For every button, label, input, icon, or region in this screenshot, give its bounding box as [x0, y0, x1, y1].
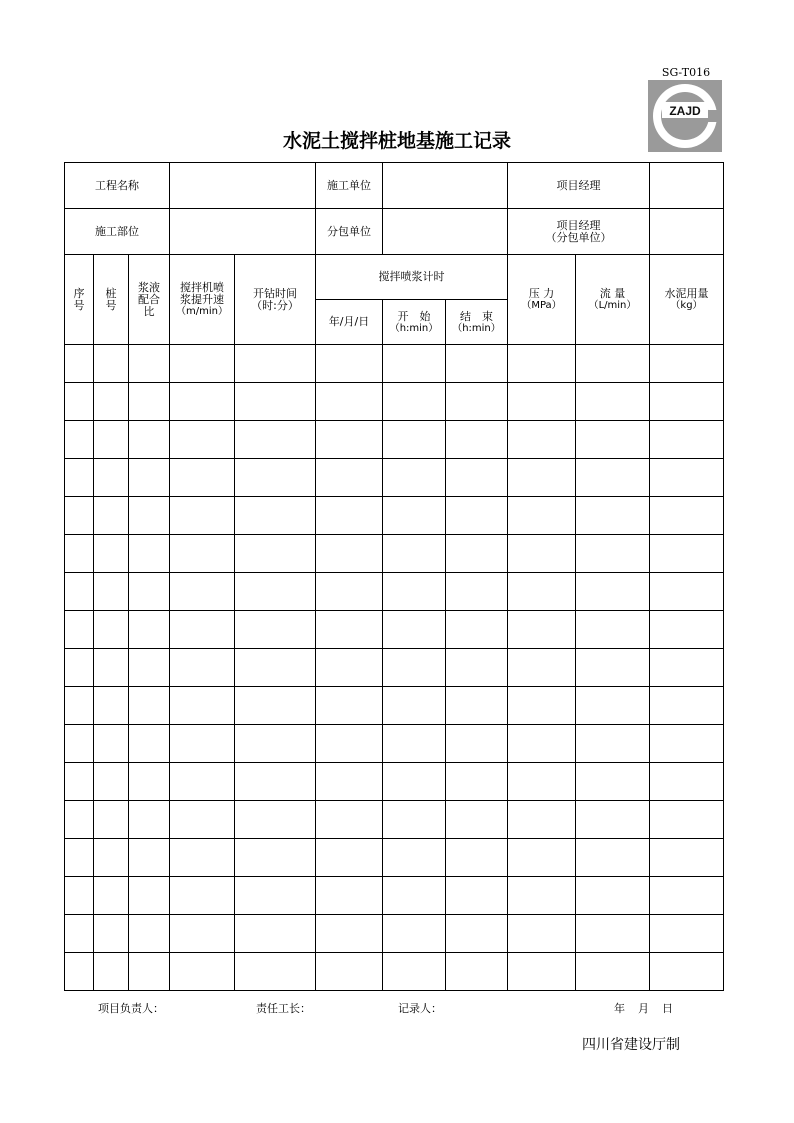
footer-day: 日	[662, 1002, 673, 1015]
table-cell[interactable]	[576, 877, 650, 915]
table-cell[interactable]	[650, 915, 724, 953]
table-row	[65, 573, 724, 611]
issuer: 四川省建设厅制	[582, 1037, 680, 1053]
table-cell[interactable]	[65, 345, 94, 383]
table-cell[interactable]	[94, 763, 129, 801]
table-cell[interactable]	[129, 877, 170, 915]
table-cell[interactable]	[650, 649, 724, 687]
table-cell[interactable]	[129, 421, 170, 459]
construction-unit-label: 施工单位	[316, 163, 383, 209]
table-cell[interactable]	[316, 649, 383, 687]
col-ratio-line1: 浆液	[138, 280, 160, 294]
col-end-line1: 结 束	[460, 309, 493, 323]
table-row	[65, 535, 724, 573]
table-cell[interactable]	[446, 801, 508, 839]
table-cell[interactable]	[235, 763, 316, 801]
table-cell[interactable]	[650, 839, 724, 877]
project-manager-field[interactable]	[650, 163, 724, 209]
table-cell[interactable]	[446, 421, 508, 459]
table-cell[interactable]	[94, 573, 129, 611]
table-cell[interactable]	[446, 877, 508, 915]
construction-part-label: 施工部位	[65, 209, 170, 255]
table-cell[interactable]	[170, 383, 235, 421]
table-cell[interactable]	[235, 725, 316, 763]
table-cell[interactable]	[235, 345, 316, 383]
col-speed-line3: （m/min）	[176, 306, 228, 317]
table-cell[interactable]	[65, 725, 94, 763]
table-cell[interactable]	[65, 953, 94, 991]
table-cell[interactable]	[65, 839, 94, 877]
table-cell[interactable]	[129, 953, 170, 991]
table-cell[interactable]	[576, 535, 650, 573]
table-cell[interactable]	[316, 953, 383, 991]
col-flow	[576, 255, 650, 345]
table-cell[interactable]	[94, 421, 129, 459]
table-cell[interactable]	[508, 649, 576, 687]
record-rows	[65, 345, 724, 991]
table-cell[interactable]	[576, 421, 650, 459]
table-cell[interactable]	[235, 497, 316, 535]
table-cell[interactable]	[446, 763, 508, 801]
table-cell[interactable]	[65, 763, 94, 801]
col-end	[446, 300, 508, 345]
col-begin-line1: 开 始	[397, 309, 431, 323]
table-cell[interactable]	[94, 535, 129, 573]
col-speed-line1: 搅拌机喷	[180, 281, 224, 294]
table-row	[65, 649, 724, 687]
table-cell[interactable]	[170, 801, 235, 839]
sub-manager-label	[508, 209, 650, 255]
table-cell[interactable]	[650, 725, 724, 763]
table-cell[interactable]	[508, 801, 576, 839]
table-cell[interactable]	[446, 345, 508, 383]
subcontract-unit-field[interactable]	[383, 209, 508, 255]
table-cell[interactable]	[129, 801, 170, 839]
table-row	[65, 421, 724, 459]
table-cell[interactable]	[576, 953, 650, 991]
table-cell[interactable]	[576, 459, 650, 497]
construction-part-field[interactable]	[170, 209, 316, 255]
table-row	[65, 915, 724, 953]
table-cell[interactable]	[94, 839, 129, 877]
table-cell[interactable]	[235, 421, 316, 459]
table-cell[interactable]	[170, 497, 235, 535]
table-cell[interactable]	[65, 383, 94, 421]
table-cell[interactable]	[170, 459, 235, 497]
table-cell[interactable]	[383, 383, 446, 421]
table-cell[interactable]	[576, 345, 650, 383]
table-cell[interactable]	[383, 649, 446, 687]
sub-manager-field[interactable]	[650, 209, 724, 255]
table-cell[interactable]	[316, 839, 383, 877]
table-cell[interactable]	[65, 497, 94, 535]
footer-year: 年	[614, 1002, 625, 1015]
table-cell[interactable]	[650, 877, 724, 915]
col-begin	[383, 300, 446, 345]
table-cell[interactable]	[235, 801, 316, 839]
table-cell[interactable]	[94, 877, 129, 915]
table-cell[interactable]	[235, 611, 316, 649]
page-title: 水泥土搅拌桩地基施工记录	[282, 130, 511, 152]
table-cell[interactable]	[94, 383, 129, 421]
table-cell[interactable]	[508, 915, 576, 953]
table-cell[interactable]	[129, 915, 170, 953]
table-cell[interactable]	[383, 953, 446, 991]
table-cell[interactable]	[576, 611, 650, 649]
table-cell[interactable]	[65, 649, 94, 687]
table-cell[interactable]	[316, 383, 383, 421]
table-row	[65, 611, 724, 649]
project-manager-label: 项目经理	[508, 163, 650, 209]
col-pressure-line2: （MPa）	[521, 300, 562, 311]
table-cell[interactable]	[316, 763, 383, 801]
col-seq-line2: 号	[73, 298, 85, 312]
form-code: SG-T016	[661, 66, 711, 79]
table-cell[interactable]	[170, 649, 235, 687]
footer-month: 月	[638, 1002, 649, 1015]
table-cell[interactable]	[129, 763, 170, 801]
table-cell[interactable]	[650, 345, 724, 383]
col-start-time-line1: 开钻时间	[253, 286, 297, 300]
table-row	[65, 725, 724, 763]
table-cell[interactable]	[383, 611, 446, 649]
table-cell[interactable]	[576, 687, 650, 725]
table-cell[interactable]	[94, 497, 129, 535]
col-speed-line2: 浆提升速	[180, 293, 224, 306]
table-cell[interactable]	[383, 345, 446, 383]
col-cement-line1: 水泥用量	[664, 287, 709, 300]
table-cell[interactable]	[65, 535, 94, 573]
table-cell[interactable]	[383, 687, 446, 725]
table-cell[interactable]	[383, 459, 446, 497]
construction-unit-field[interactable]	[383, 163, 508, 209]
footer-foreman: 责任工长：	[256, 1002, 311, 1015]
table-cell[interactable]	[170, 611, 235, 649]
table-cell[interactable]	[170, 763, 235, 801]
table-cell[interactable]	[446, 383, 508, 421]
table-cell[interactable]	[170, 725, 235, 763]
table-cell[interactable]	[446, 839, 508, 877]
table-cell[interactable]	[235, 383, 316, 421]
table-cell[interactable]	[316, 915, 383, 953]
table-cell[interactable]	[129, 459, 170, 497]
table-cell[interactable]	[650, 611, 724, 649]
table-cell[interactable]	[235, 459, 316, 497]
col-ratio-line3: 比	[143, 304, 155, 318]
table-cell[interactable]	[170, 535, 235, 573]
table-cell[interactable]	[316, 535, 383, 573]
table-cell[interactable]	[508, 725, 576, 763]
table-cell[interactable]	[576, 649, 650, 687]
table-cell[interactable]	[650, 459, 724, 497]
table-row	[65, 953, 724, 991]
col-seq	[65, 255, 94, 345]
table-cell[interactable]	[170, 573, 235, 611]
table-cell[interactable]	[129, 345, 170, 383]
table-cell[interactable]	[235, 915, 316, 953]
table-cell[interactable]	[170, 839, 235, 877]
table-cell[interactable]	[446, 725, 508, 763]
table-cell[interactable]	[170, 877, 235, 915]
table-cell[interactable]	[508, 573, 576, 611]
col-ratio	[129, 255, 170, 345]
table-cell[interactable]	[316, 573, 383, 611]
table-cell[interactable]	[94, 915, 129, 953]
svg-text:ZAJD: ZAJD	[669, 104, 701, 118]
table-cell[interactable]	[129, 725, 170, 763]
table-cell[interactable]	[94, 725, 129, 763]
table-cell[interactable]	[383, 801, 446, 839]
col-speed	[170, 255, 235, 345]
table-cell[interactable]	[316, 801, 383, 839]
col-seq-line1: 序	[73, 286, 85, 300]
table-cell[interactable]	[508, 421, 576, 459]
subcontract-unit-label: 分包单位	[316, 209, 383, 255]
table-cell[interactable]	[383, 915, 446, 953]
table-cell[interactable]	[316, 497, 383, 535]
table-cell[interactable]	[508, 687, 576, 725]
table-cell[interactable]	[94, 687, 129, 725]
table-cell[interactable]	[650, 421, 724, 459]
table-cell[interactable]	[316, 459, 383, 497]
table-cell[interactable]	[235, 649, 316, 687]
col-begin-line2: （h:min）	[389, 322, 439, 334]
table-cell[interactable]	[129, 839, 170, 877]
col-pressure-line1: 压 力	[528, 287, 555, 300]
table-cell[interactable]	[129, 611, 170, 649]
table-cell[interactable]	[576, 725, 650, 763]
table-cell[interactable]	[650, 535, 724, 573]
table-cell[interactable]	[446, 535, 508, 573]
table-cell[interactable]	[650, 953, 724, 991]
table-row	[65, 801, 724, 839]
table-cell[interactable]	[508, 535, 576, 573]
table-cell[interactable]	[129, 497, 170, 535]
table-cell[interactable]	[316, 725, 383, 763]
table-cell[interactable]	[170, 345, 235, 383]
table-cell[interactable]	[508, 611, 576, 649]
table-cell[interactable]	[383, 535, 446, 573]
table-cell[interactable]	[235, 573, 316, 611]
table-cell[interactable]	[446, 497, 508, 535]
col-date: 年/月/日	[316, 300, 383, 345]
col-ratio-line2: 配合	[138, 292, 160, 306]
table-cell[interactable]	[383, 877, 446, 915]
table-cell[interactable]	[446, 953, 508, 991]
table-cell[interactable]	[65, 459, 94, 497]
table-cell[interactable]	[383, 763, 446, 801]
table-cell[interactable]	[576, 383, 650, 421]
sub-manager-label-line1: 项目经理	[556, 218, 601, 232]
table-cell[interactable]	[383, 725, 446, 763]
table-cell[interactable]	[508, 345, 576, 383]
table-cell[interactable]	[65, 801, 94, 839]
col-cement-line2: （kg）	[670, 300, 703, 311]
table-cell[interactable]	[129, 649, 170, 687]
table-cell[interactable]	[576, 573, 650, 611]
table-row	[65, 687, 724, 725]
table-row	[65, 345, 724, 383]
table-cell[interactable]	[508, 877, 576, 915]
col-pile-line1: 桩	[105, 286, 117, 300]
table-cell[interactable]	[170, 953, 235, 991]
table-cell[interactable]	[170, 915, 235, 953]
table-cell[interactable]	[170, 421, 235, 459]
table-cell[interactable]	[129, 687, 170, 725]
table-cell[interactable]	[576, 763, 650, 801]
col-pressure	[508, 255, 576, 345]
table-cell[interactable]	[94, 649, 129, 687]
table-cell[interactable]	[129, 535, 170, 573]
table-cell[interactable]	[576, 839, 650, 877]
table-cell[interactable]	[508, 497, 576, 535]
table-cell[interactable]	[94, 801, 129, 839]
table-cell[interactable]	[650, 497, 724, 535]
table-row	[65, 839, 724, 877]
table-cell[interactable]	[446, 459, 508, 497]
table-cell[interactable]	[316, 687, 383, 725]
table-cell[interactable]	[94, 459, 129, 497]
project-name-label: 工程名称	[65, 163, 170, 209]
col-pile	[94, 255, 129, 345]
col-start-time-line2: （时:分）	[251, 298, 299, 312]
table-cell[interactable]	[508, 383, 576, 421]
col-cement	[650, 255, 724, 345]
table-cell[interactable]	[446, 915, 508, 953]
table-cell[interactable]	[235, 839, 316, 877]
table-cell[interactable]	[65, 687, 94, 725]
table-cell[interactable]	[316, 421, 383, 459]
table-row	[65, 877, 724, 915]
table-cell[interactable]	[446, 573, 508, 611]
footer-recorder: 记录人：	[398, 1002, 442, 1015]
table-cell[interactable]	[65, 877, 94, 915]
table-cell[interactable]	[129, 383, 170, 421]
table-cell[interactable]	[650, 383, 724, 421]
table-cell[interactable]	[235, 535, 316, 573]
col-start-time	[235, 255, 316, 345]
table-cell[interactable]	[576, 497, 650, 535]
table-cell[interactable]	[129, 573, 170, 611]
table-cell[interactable]	[650, 801, 724, 839]
col-flow-line2: （L/min）	[588, 300, 637, 311]
table-cell[interactable]	[94, 345, 129, 383]
table-cell[interactable]	[65, 421, 94, 459]
table-cell[interactable]	[383, 497, 446, 535]
sub-manager-label-line2: （分包单位）	[545, 230, 612, 244]
table-cell[interactable]	[235, 687, 316, 725]
table-row	[65, 383, 724, 421]
table-cell[interactable]	[508, 459, 576, 497]
table-row	[65, 459, 724, 497]
table-row	[65, 497, 724, 535]
project-name-field[interactable]	[170, 163, 316, 209]
table-cell[interactable]	[383, 421, 446, 459]
table-cell[interactable]	[650, 573, 724, 611]
table-cell[interactable]	[94, 611, 129, 649]
table-cell[interactable]	[508, 763, 576, 801]
table-cell[interactable]	[446, 649, 508, 687]
table-cell[interactable]	[235, 877, 316, 915]
table-cell[interactable]	[508, 839, 576, 877]
table-cell[interactable]	[316, 611, 383, 649]
table-cell[interactable]	[65, 915, 94, 953]
col-flow-line1: 流 量	[599, 287, 626, 300]
col-timing-group: 搅拌喷浆计时	[316, 255, 508, 300]
table-cell[interactable]	[65, 611, 94, 649]
footer-responsible: 项目负责人：	[98, 1002, 164, 1015]
table-cell[interactable]	[446, 687, 508, 725]
table-cell[interactable]	[650, 763, 724, 801]
record-table	[64, 162, 724, 991]
table-row	[65, 763, 724, 801]
table-cell[interactable]	[508, 953, 576, 991]
table-cell[interactable]	[65, 573, 94, 611]
table-cell[interactable]	[446, 611, 508, 649]
table-cell[interactable]	[316, 877, 383, 915]
table-cell[interactable]	[650, 687, 724, 725]
table-cell[interactable]	[94, 953, 129, 991]
table-cell[interactable]	[170, 687, 235, 725]
table-cell[interactable]	[576, 801, 650, 839]
table-cell[interactable]	[576, 915, 650, 953]
col-end-line2: （h:min）	[452, 322, 501, 334]
table-cell[interactable]	[383, 839, 446, 877]
col-pile-line2: 号	[105, 298, 117, 312]
table-cell[interactable]	[383, 573, 446, 611]
table-cell[interactable]	[316, 345, 383, 383]
table-cell[interactable]	[235, 953, 316, 991]
